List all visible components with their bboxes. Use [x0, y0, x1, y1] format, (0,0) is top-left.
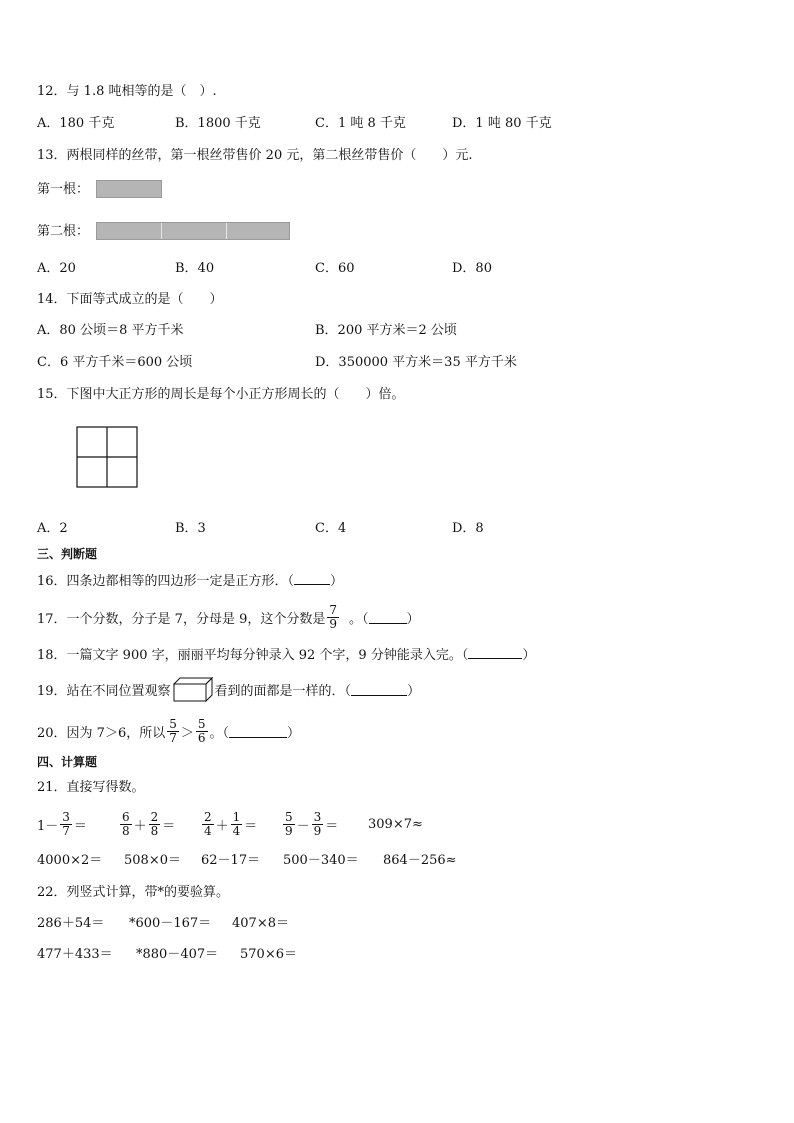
- q20-prefix: 20．因为 7＞6，所以: [37, 725, 166, 741]
- q21-row2-item: 62－17＝: [201, 853, 261, 868]
- q21-item-2: [118, 805, 175, 843]
- fraction-denominator: 4: [232, 823, 241, 838]
- cuboid-side: [206, 678, 212, 701]
- fraction-numerator: 2: [150, 809, 159, 824]
- fraction: [202, 811, 214, 838]
- q21-item-3: [200, 805, 257, 843]
- fraction: [120, 811, 132, 838]
- ribbon-2-divider: [161, 223, 162, 239]
- q13-option-b: B．40: [175, 261, 215, 276]
- q22-row2-item: 570×6＝: [240, 947, 297, 962]
- q18-close: ）: [522, 648, 536, 663]
- q21-item-3-tail: ＝: [244, 818, 258, 834]
- q13-option-d: D．80: [452, 261, 492, 276]
- q13-option-a: A．20: [37, 261, 76, 276]
- square-grid-figure: [76, 426, 138, 488]
- ribbon-2-divider: [226, 223, 227, 239]
- q19-text-1: 19．站在不同位置观察: [37, 683, 171, 699]
- fraction-numerator: 6: [122, 809, 130, 824]
- q21-item-1-tail: ＝: [73, 818, 87, 834]
- q18-text: 18．一篇文字 900 字，丽丽平均每分钟录入 92 个字，9 分钟能录入完。（: [37, 648, 469, 663]
- q19-close: ）: [407, 683, 421, 699]
- q21-item-4: [281, 805, 338, 843]
- q21-item-3-op: ＋: [215, 818, 229, 834]
- fraction-denominator: 8: [150, 823, 159, 838]
- q14-option-d: D．350000 平方米＝35 平方千米: [315, 355, 517, 370]
- q15-option-c: C．4: [315, 521, 347, 536]
- ribbon1-label: 第一根：: [37, 182, 90, 197]
- q21-row2-item: 508×0＝: [124, 853, 181, 868]
- q19: [37, 674, 420, 704]
- q22-row1-item: 286＋54＝: [37, 916, 105, 931]
- fraction-denominator: 7: [62, 823, 70, 838]
- q22-row2-item: 477＋433＝: [37, 947, 113, 962]
- q13-option-c: C．60: [315, 261, 355, 276]
- fraction-denominator: 7: [169, 730, 177, 745]
- fraction: [283, 811, 295, 838]
- q14-option-a: A．80 公顷＝8 平方千米: [37, 323, 184, 338]
- q20-close: ）: [287, 725, 301, 741]
- fraction-denominator: 6: [197, 730, 206, 745]
- q20-gt: ＞: [180, 725, 194, 741]
- q17-after: 。（: [349, 611, 369, 627]
- answer-blank[interactable]: [468, 646, 522, 659]
- fraction-denominator: 9: [329, 616, 337, 631]
- q16-close: ）: [330, 574, 344, 589]
- q14-option-c: C．6 平方千米＝600 公顷: [37, 355, 193, 370]
- q17-text: 17．一个分数，分子是 7，分母是 9，这个分数是: [37, 611, 326, 627]
- section-title-calculation: 四、计算题: [37, 755, 98, 769]
- fraction: [312, 811, 324, 838]
- answer-blank[interactable]: [294, 572, 330, 585]
- q13-stem: 13．两根同样的丝带，第一根丝带售价 20 元，第二根丝带售价（ ）元.: [37, 148, 473, 163]
- fraction-denominator: 9: [313, 823, 322, 838]
- q21-item-5: 309×7≈: [368, 817, 423, 832]
- q21-item-2-op: ＋: [133, 818, 147, 834]
- ribbon-1: [96, 180, 162, 198]
- q16: [37, 572, 343, 590]
- fraction-numerator: 1: [232, 809, 241, 824]
- answer-blank[interactable]: [351, 683, 407, 696]
- q12-stem: 12．与 1.8 吨相等的是（ ）.: [37, 84, 217, 99]
- fraction-denominator: 4: [204, 823, 212, 838]
- q15-option-d: D．8: [452, 521, 484, 536]
- q18: [37, 646, 535, 664]
- fraction: [231, 811, 243, 838]
- ribbon2-label: 第二根：: [37, 224, 90, 239]
- q17-fraction: [327, 604, 339, 631]
- q14-stem: 14．下面等式成立的是（ ）: [37, 292, 223, 307]
- fraction-numerator: 3: [313, 809, 322, 824]
- q20-after: 。（: [209, 725, 230, 741]
- q22-row1-item: 407×8＝: [232, 916, 289, 931]
- q22-row1-item: *600－167＝: [129, 916, 212, 931]
- q12-option-b: B．1800 千克: [175, 116, 261, 131]
- q20-fraction-b: [196, 718, 208, 745]
- cuboid-front: [174, 684, 206, 701]
- q21-item-1-lead: 1－: [37, 818, 59, 834]
- q21-item-4-tail: ＝: [325, 818, 339, 834]
- q21-item-4-op: －: [296, 818, 310, 834]
- cuboid-icon: [172, 675, 214, 703]
- q21-row2-item: 500－340＝: [283, 853, 359, 868]
- q22-row2-item: *880－407＝: [136, 947, 219, 962]
- fraction: [149, 811, 161, 838]
- q12-option-d: D．1 吨 80 千克: [452, 116, 552, 131]
- q21-row2-item: 864－256≈: [383, 853, 457, 868]
- q15-option-b: B．3: [175, 521, 206, 536]
- fraction-numerator: 2: [204, 809, 212, 824]
- fraction-numerator: 5: [197, 716, 206, 731]
- q14-option-b: B．200 平方米＝2 公顷: [315, 323, 457, 338]
- q21-stem: 21．直接写得数。: [37, 780, 145, 795]
- q21-row2-item: 4000×2＝: [37, 853, 103, 868]
- fraction-denominator: 8: [122, 823, 130, 838]
- q16-text: 16．四条边都相等的四边形一定是正方形．（: [37, 574, 295, 589]
- fraction: [60, 811, 72, 838]
- section-title-judgement: 三、判断题: [37, 547, 98, 561]
- q17-close: ）: [406, 611, 420, 627]
- q12-option-a: A．180 千克: [37, 116, 115, 131]
- q17: [37, 598, 420, 636]
- fraction-numerator: 5: [285, 809, 293, 824]
- fraction-numerator: 7: [329, 602, 337, 617]
- fraction-numerator: 5: [169, 716, 177, 731]
- q12-option-c: C．1 吨 8 千克: [315, 116, 406, 131]
- ribbon-2: [96, 222, 290, 240]
- q21-item-2-tail: ＝: [162, 818, 176, 834]
- q22-stem: 22．列竖式计算，带*的要验算。: [37, 885, 230, 900]
- answer-blank[interactable]: [369, 611, 407, 624]
- q20-fraction-a: [167, 718, 179, 745]
- q15-stem: 15．下图中大正方形的周长是每个小正方形周长的（ ）倍。: [37, 387, 405, 402]
- fraction-denominator: 9: [285, 823, 293, 838]
- q21-item-1: [37, 805, 87, 843]
- fraction-numerator: 3: [62, 809, 70, 824]
- q19-text-2: 看到的面都是一样的．（: [214, 683, 352, 699]
- q15-option-a: A．2: [37, 521, 68, 536]
- answer-blank[interactable]: [229, 725, 287, 738]
- q20: [37, 712, 300, 750]
